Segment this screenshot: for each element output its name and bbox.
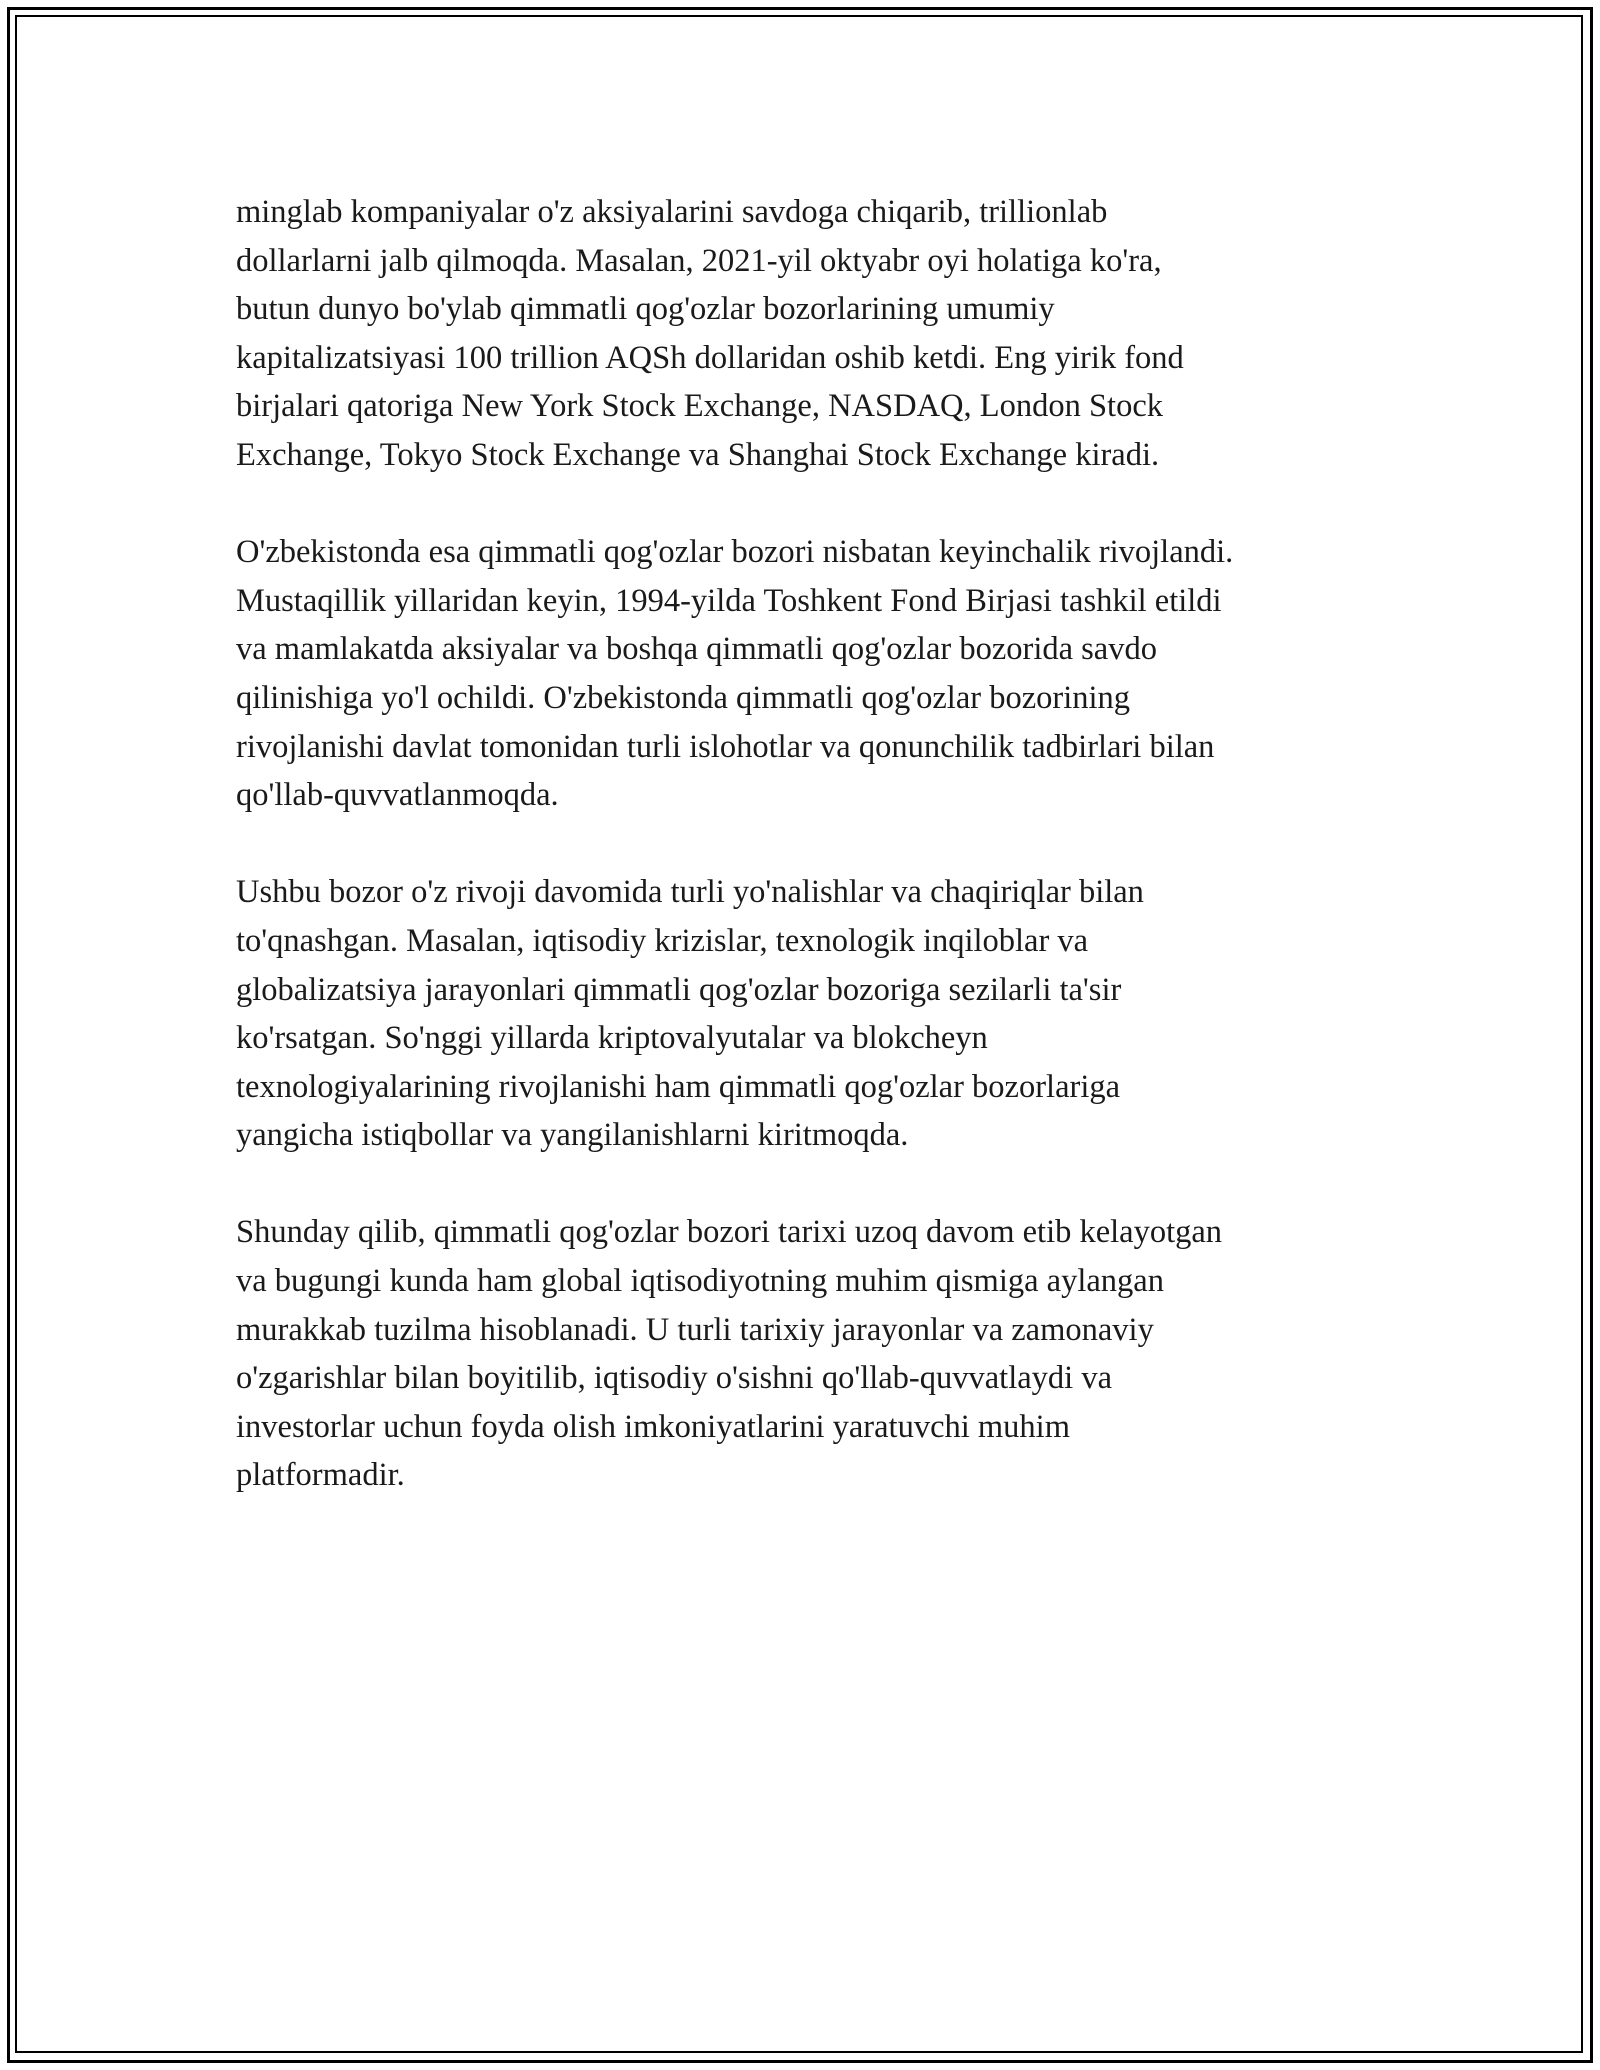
paragraph-1 — [236, 188, 1376, 480]
text-line: va bugungi kunda ham global iqtisodiyotning muhim qismiga aylangan — [236, 1263, 1164, 1300]
text-line: globalizatsiya jarayonlari qimmatli qog'ozlar bozoriga sezilarli ta'sir — [236, 971, 1122, 1008]
text-line: ko'rsatgan. So'nggi yillarda kriptovalyutalar va blokcheyn — [236, 1020, 988, 1057]
text-line: o'zgarishlar bilan boyitilib, iqtisodiy o'sishni qo'llab-quvvatlaydi va — [236, 1360, 1112, 1397]
paragraph-4 — [236, 1208, 1376, 1500]
text-line: minglab kompaniyalar o'z aksiyalarini savdoga chiqarib, trillionlab — [236, 194, 1108, 230]
text-line: investorlar uchun foyda olish imkoniyatlarini yaratuvchi muhim — [236, 1408, 1070, 1445]
text-line: Exchange, Tokyo Stock Exchange va Shanghai Stock Exchange kiradi. — [236, 436, 1160, 473]
paragraph-3 — [236, 868, 1376, 1160]
text-line: platformadir. — [236, 1457, 405, 1494]
text-line: kapitalizatsiyasi 100 trillion AQSh dollaridan oshib ketdi. Eng yirik fond — [236, 339, 1184, 376]
text-line: murakkab tuzilma hisoblanadi. U turli tarixiy jarayonlar va zamonaviy — [236, 1311, 1154, 1348]
document-body — [236, 188, 1376, 1549]
text-line: birjalari qatoriga New York Stock Exchange, NASDAQ, London Stock — [236, 388, 1164, 425]
text-line: to'qnashgan. Masalan, iqtisodiy krizislar, texnologik inqiloblar va — [236, 922, 1089, 959]
paragraph-2 — [236, 528, 1376, 820]
text-line: va mamlakatda aksiyalar va boshqa qimmatli qog'ozlar bozorida savdo — [236, 631, 1157, 668]
text-line: dollarlarni jalb qilmoqda. Masalan, 2021-yil oktyabr oyi holatiga ko'ra, — [236, 242, 1162, 279]
text-line: O'zbekistonda esa qimmatli qog'ozlar bozori nisbatan keyinchalik rivojlandi. — [236, 534, 1234, 571]
text-line: Mustaqillik yillaridan keyin, 1994-yilda Toshkent Fond Birjasi tashkil etildi — [236, 582, 1222, 619]
text-line: qilinishiga yo'l ochildi. O'zbekistonda qimmatli qog'ozlar bozorining — [236, 679, 1131, 716]
text-line: butun dunyo bo'ylab qimmatli qog'ozlar bozorlarining umumiy — [236, 291, 1055, 328]
text-line: Ushbu bozor o'z rivoji davomida turli yo'nalishlar va chaqiriqlar bilan — [236, 874, 1144, 911]
text-line: qo'llab-quvvatlanmoqda. — [236, 777, 559, 814]
text-line: yangicha istiqbollar va yangilanishlarni kiritmoqda. — [236, 1117, 909, 1154]
text-line: Shunday qilib, qimmatli qog'ozlar bozori tarixi uzoq davom etib kelayotgan — [236, 1214, 1223, 1251]
text-line: rivojlanishi davlat tomonidan turli islohotlar va qonunchilik tadbirlari bilan — [236, 728, 1215, 765]
text-line: texnologiyalarining rivojlanishi ham qimmatli qog'ozlar bozorlariga — [236, 1068, 1121, 1105]
